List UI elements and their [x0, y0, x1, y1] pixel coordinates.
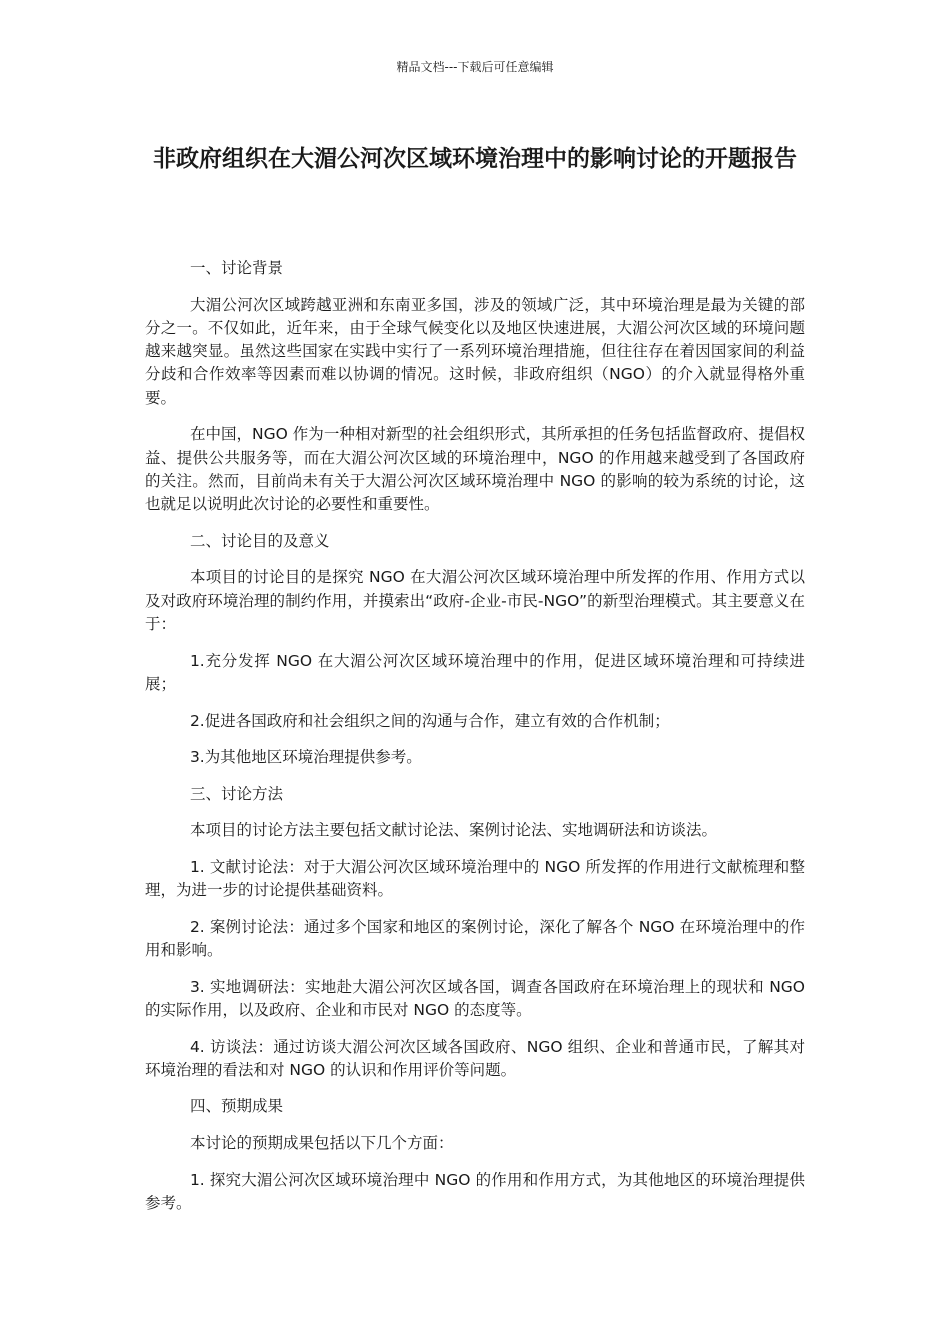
section-heading-methods: 三、讨论方法 [189, 784, 283, 803]
list-item: 4. 访谈法：通过访谈大湄公河次区域各国政府、NGO 组织、企业和普通市民，了解其对环境治理的看法和对 NGO 的认识和作用评价等问题。 [145, 1037, 805, 1079]
paragraph: 大湄公河次区域跨越亚洲和东南亚多国，涉及的领域广泛，其中环境治理是最为关键的部分之一。不仅如此，近年来，由于全球气候变化以及地区快速进展，大湄公河次区域的环境问题越来越突显。虽然这些国家在实践中实行了一系列环境治理措施，但往往存在着因国家间的利益分歧和合作效率等因素而难以协调的情况。这时候，非政府组织（NGO）的介入就显得格外重要。 [145, 295, 805, 407]
paragraph: 本项目的讨论方法主要包括文献讨论法、案例讨论法、实地调研法和访谈法。 [189, 821, 717, 840]
list-item: 1. 探究大湄公河次区域环境治理中 NGO 的作用和作用方式，为其他地区的环境治理提供参考。 [145, 1170, 805, 1212]
list-item: 2.促进各国政府和社会组织之间的沟通与合作，建立有效的合作机制； [189, 711, 670, 730]
document-body [145, 257, 805, 1229]
paragraph: 本项目的讨论目的是探究 NGO 在大湄公河次区域环境治理中所发挥的作用、作用方式以及对政府环境治理的制约作用，并摸索出“政府-企业-市民-NGO”的新型治理模式。其主要意义在于： [145, 568, 805, 634]
section-heading-background: 一、讨论背景 [189, 259, 283, 277]
list-item: 1. 文献讨论法：对于大湄公河次区域环境治理中的 NGO 所发挥的作用进行文献梳理和整理，为进一步的讨论提供基础资料。 [145, 857, 805, 900]
list-item: 2. 案例讨论法：通过多个国家和地区的案例讨论，深化了解各个 NGO 在环境治理中的作用和影响。 [145, 917, 805, 960]
section-heading-outcomes: 四、预期成果 [189, 1097, 283, 1116]
paragraph: 在中国，NGO 作为一种相对新型的社会组织形式，其所承担的任务包括监督政府、提倡权益、提供公共服务等，而在大湄公河次区域的环境治理中，NGO 的作用越来越受到了各国政府的关注。然而，目前尚未有关于大湄公河次区域环境治理中 NGO 的影响的较为系统的讨论，这也就足以说明此次讨论的必要性和重要性。 [145, 425, 805, 514]
list-item: 3.为其他地区环境治理提供参考。 [189, 748, 422, 767]
section-heading-purpose: 二、讨论目的及意义 [189, 531, 330, 550]
paragraph: 本讨论的预期成果包括以下几个方面： [189, 1134, 454, 1153]
document-title: 非政府组织在大湄公河次区域环境治理中的影响讨论的开题报告 [153, 146, 797, 172]
list-item: 1.充分发挥 NGO 在大湄公河次区域环境治理中的作用，促进区域环境治理和可持续进展； [145, 651, 805, 693]
list-item: 3. 实地调研法：实地赴大湄公河次区域各国，调查各国政府在环境治理上的现状和 NGO 的实际作用，以及政府、企业和市民对 NGO 的态度等。 [145, 977, 805, 1019]
header-note: 精品文档---下载后可任意编辑 [396, 60, 554, 74]
